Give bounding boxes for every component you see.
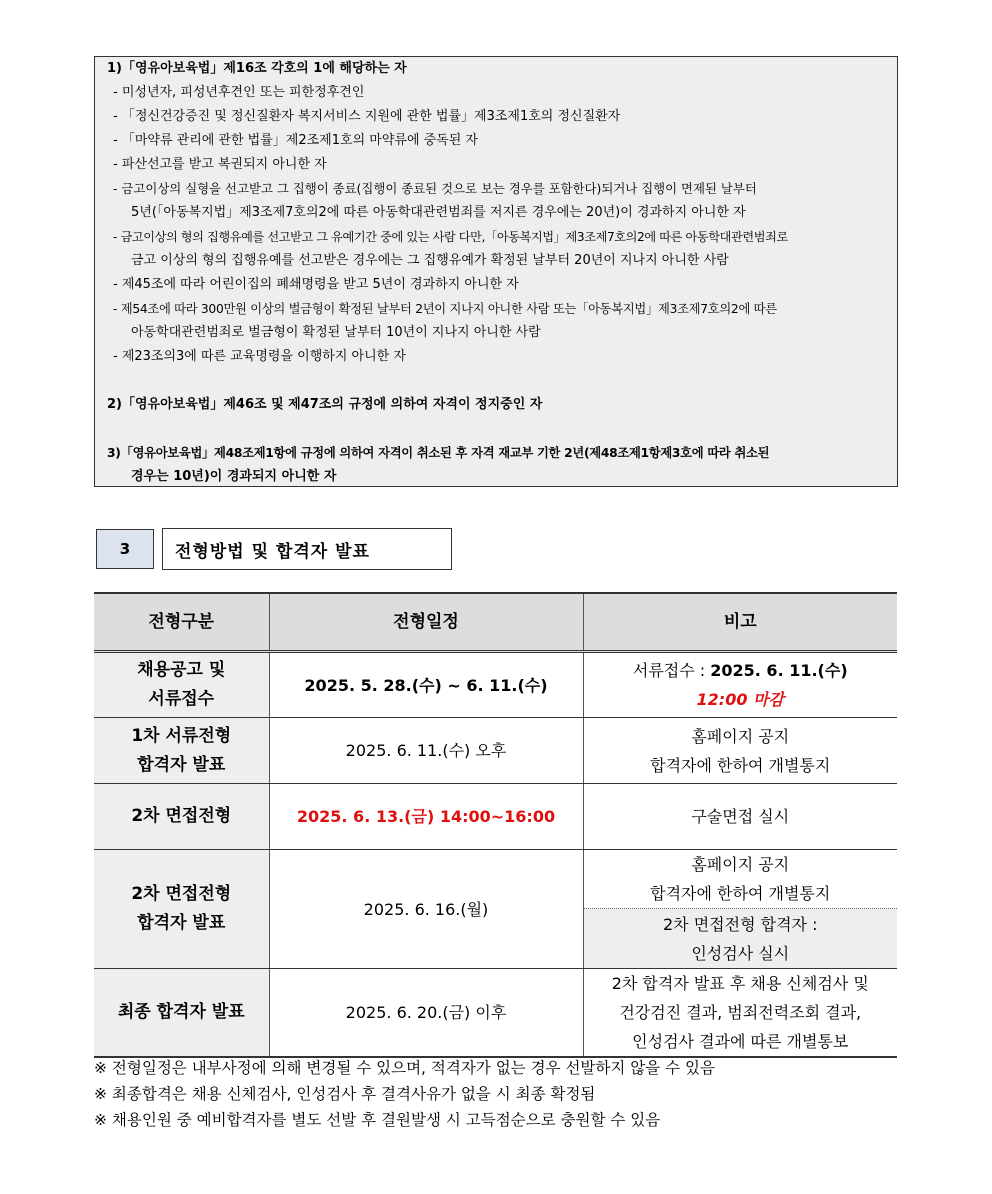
bullet: - 제23조의3에 따른 교육명령을 이행하지 아니한 자: [113, 349, 406, 364]
note-line: 인성검사 결과에 따른 개별통보: [632, 1032, 849, 1051]
item3-line1: 3)「영유아보육법」제48조제1항에 규정에 의하여 자격이 취소된 후 자격 재교부 기한 2년(제48조제1항제3호에 따라 취소된: [107, 446, 770, 460]
table-row: [94, 652, 897, 718]
bullet: - 파산선고를 받고 복권되지 아니한 자: [113, 157, 327, 172]
bullet: - 「정신건강증진 및 정신질환자 복지서비스 지원에 관한 법률」제3조제1호의 정신질환자: [113, 109, 621, 124]
note-sub-cell: [583, 909, 897, 969]
table-row: [94, 850, 897, 909]
note-cell: [583, 850, 897, 909]
bullet-continuation: 금고 이상의 형의 집행유예를 선고받은 경우에는 그 집행유예가 확정된 날부터 20년이 지나지 아니한 사람: [131, 253, 729, 268]
note-cell: 구술면접 실시: [583, 784, 897, 850]
note-line: 홈페이지 공지: [691, 855, 790, 874]
date-cell: 2025. 6. 11.(수) 오후: [269, 718, 583, 784]
footnote: ※ 전형일정은 내부사정에 의해 변경될 수 있으며, 적격자가 없는 경우 선발하지 않을 수 있음: [94, 1059, 715, 1077]
item1-header: 1)「영유아보육법」제16조 각호의 1에 해당하는 자: [107, 61, 407, 76]
note-deadline-time: 12:00 마감: [696, 690, 784, 709]
note-cell: [583, 652, 897, 718]
stage-line: 1차 서류전형: [131, 725, 232, 746]
stage-cell: 2차 면접전형: [94, 784, 269, 850]
header-stage: 전형구분: [94, 593, 269, 652]
section-number: 3: [96, 529, 154, 569]
bullet: - 제54조에 따라 300만원 이상의 벌금형이 확정된 날부터 2년이 지나지 아니한 사람 또는「아동복지법」제3조제7호의2에 따른: [113, 302, 777, 316]
note-deadline-date: 2025. 6. 11.(수): [710, 661, 848, 680]
bullet: - 금고이상의 형의 집행유예를 선고받고 그 유예기간 중에 있는 사람 다만,「아동복지법」제3조제7호의2에 따른 아동학대관련범죄로: [113, 230, 788, 244]
stage-line: 합격자 발표: [137, 913, 226, 933]
note-line: 건강검진 결과, 범죄전력조회 결과,: [619, 1003, 862, 1022]
footnote: ※ 최종합격은 채용 신체검사, 인성검사 후 결격사유가 없을 시 최종 확정됨: [94, 1085, 596, 1103]
table-header-row: [94, 593, 897, 652]
table-row: [94, 784, 897, 850]
note-line: [588, 656, 894, 685]
disqualification-box: [94, 56, 898, 487]
note-line: 합격자에 한하여 개별통지: [650, 755, 831, 775]
bullet: - 제45조에 따라 어린이집의 폐쇄명령을 받고 5년이 경과하지 아니한 자: [113, 277, 519, 292]
stage-cell: [94, 850, 269, 969]
stage-line: 합격자 발표: [137, 754, 226, 775]
date-cell: 2025. 6. 20.(금) 이후: [269, 969, 583, 1058]
header-note: 비고: [583, 593, 897, 652]
note-cell: [583, 969, 897, 1058]
table-row: [94, 718, 897, 784]
stage-cell: [94, 652, 269, 718]
note-line: 합격자에 한하여 개별통지: [650, 884, 831, 903]
stage-cell: 최종 합격자 발표: [94, 969, 269, 1058]
date-cell: 2025. 5. 28.(수) ~ 6. 11.(수): [269, 652, 583, 718]
item3-line2: 경우는 10년)이 경과되지 아니한 자: [131, 469, 337, 484]
header-schedule: 전형일정: [269, 593, 583, 652]
note-line: 2차 면접전형 합격자 :: [663, 914, 818, 934]
bullet-continuation: 5년(「아동복지법」제3조제7호의2에 따른 아동학대관련범죄를 저지른 경우에는 20년)이 경과하지 아니한 자: [131, 205, 746, 220]
footnotes: [94, 1055, 715, 1133]
bullet: - 금고이상의 실형을 선고받고 그 집행이 종료(집행이 종료된 것으로 보는 경우를 포함한다)되거나 집행이 면제된 날부터: [113, 181, 757, 196]
stage-cell: [94, 718, 269, 784]
note-line: 2차 합격자 발표 후 채용 신체검사 및: [611, 974, 869, 993]
date-cell: 2025. 6. 13.(금) 14:00~16:00: [269, 784, 583, 850]
stage-line: 2차 면접전형: [131, 884, 232, 904]
note-prefix: 서류접수 :: [632, 661, 711, 680]
item2: 2)「영유아보육법」제46조 및 제47조의 규정에 의하여 자격이 정지중인 자: [107, 397, 543, 412]
note-cell: [583, 718, 897, 784]
bullet: - 미성년자, 피성년후견인 또는 피한정후견인: [113, 85, 365, 100]
stage-line: 채용공고 및: [137, 660, 226, 680]
stage-line: 서류접수: [148, 689, 215, 709]
schedule-table: [94, 592, 897, 1058]
date-cell: 2025. 6. 16.(월): [269, 850, 583, 969]
note-line: 홈페이지 공지: [691, 726, 790, 746]
note-line: 인성검사 실시: [691, 943, 790, 963]
bullet: - 「마약류 관리에 관한 법률」제2조제1호의 마약류에 중독된 자: [113, 133, 478, 148]
section-title: 전형방법 및 합격자 발표: [162, 528, 452, 570]
footnote: ※ 채용인원 중 예비합격자를 별도 선발 후 결원발생 시 고득점순으로 충원할 수 있음: [94, 1111, 661, 1129]
table-row: [94, 969, 897, 1058]
bullet-continuation: 아동학대관련범죄로 벌금형이 확정된 날부터 10년이 지나지 아니한 사람: [131, 325, 541, 340]
